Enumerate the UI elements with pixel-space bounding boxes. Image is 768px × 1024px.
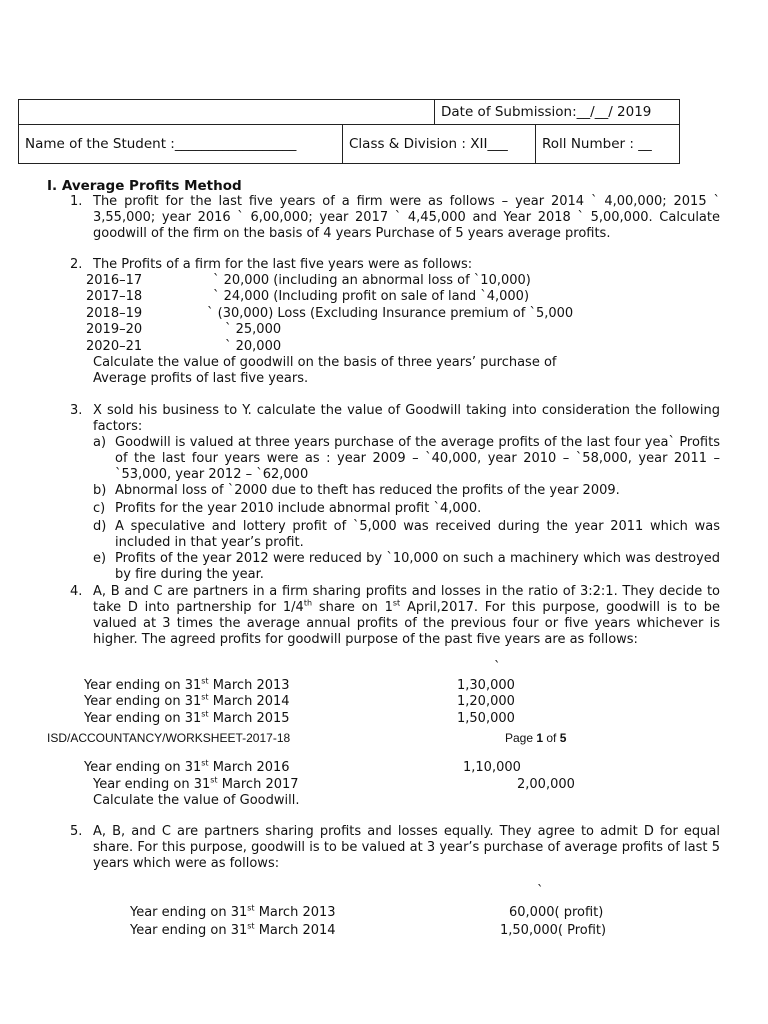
profit-year: 2019–20 — [86, 322, 143, 337]
question-number: 1. — [70, 194, 83, 209]
blank-cell — [19, 100, 435, 125]
currency-mark: ` — [494, 660, 501, 675]
question-2-intro: The Profits of a firm for the last five years were as follows: — [93, 257, 473, 272]
footer-page-number: Page 1 of 5 — [505, 731, 567, 745]
year-value: 1,50,000( Profit) — [500, 923, 607, 938]
profit-value: ` 20,000 (including an abnormal loss of `10,000) — [213, 273, 531, 288]
header-table — [18, 99, 680, 164]
question-number: 4. — [70, 584, 83, 599]
year-value: 60,000( profit) — [509, 905, 604, 920]
year-value: 1,20,000 — [457, 694, 515, 709]
item-label: d) — [93, 519, 107, 534]
year-label: Year ending on 31st March 2016 — [84, 758, 290, 775]
item-text: Profits of the year 2012 were reduced by `10,000 on such a machinery which was destroyed by fire during the year. — [115, 551, 720, 582]
question-4-closing: Calculate the value of Goodwill. — [93, 793, 300, 808]
roll-number-field[interactable]: Roll Number : __ — [536, 125, 680, 164]
year-label: Year ending on 31st March 2014 — [130, 921, 336, 938]
item-label: e) — [93, 551, 107, 566]
question-1-text: The profit for the last five years of a firm were as follows – year 2014 ` 4,00,000; 2015 ` 3,55,000; year 2016 ` 6,00,000; year 2017 ` 4,45,000 and Year 2018 ` 5,00,000. Calculate goodwill of the firm on the basis of 4 years Purchase of 5 years average profits. — [93, 194, 720, 241]
student-name-field[interactable]: Name of the Student :__________________ — [19, 125, 343, 164]
item-text: Goodwill is valued at three years purchase of the average profits of the last four yea` Profits of the last four years were as : year 2009 – `40,000, year 2010 – `58,000, year 2011 – `53,000, year 2012 – `62,000 — [115, 435, 720, 482]
question-number: 2. — [70, 257, 83, 272]
item-label: c) — [93, 501, 106, 516]
question-4-text: A, B and C are partners in a firm sharing profits and losses in the ratio of 3:2:1. They decide to take D into partnership for 1/4th share on 1st April,2017. For this purpose, goodwill is to be valued at 3 times the average annual profits of the previous four or five years whichever is higher. The agreed profits for goodwill purpose of the past five years are as follows: — [93, 584, 720, 647]
profit-year: 2018–19 — [86, 306, 143, 321]
profit-value: ` 24,000 (Including profit on sale of land `4,000) — [213, 289, 530, 304]
item-label: b) — [93, 483, 107, 498]
year-label: Year ending on 31st March 2014 — [84, 692, 290, 709]
year-value: 1,30,000 — [457, 678, 515, 693]
profit-value: ` 20,000 — [225, 339, 282, 354]
question-number: 3. — [70, 403, 83, 418]
item-text: A speculative and lottery profit of `5,000 was received during the year 2011 which was included in that year’s profit. — [115, 519, 720, 550]
question-3-intro: X sold his business to Y. calculate the value of Goodwill taking into consideration the following factors: — [93, 403, 720, 434]
year-value: 1,50,000 — [457, 711, 515, 726]
item-text: Abnormal loss of `2000 due to theft has reduced the profits of the year 2009. — [115, 483, 620, 498]
year-value: 1,10,000 — [463, 760, 521, 775]
profit-value: ` (30,000) Loss (Excluding Insurance premium of `5,000 — [207, 306, 574, 321]
question-2-outro: Average profits of last five years. — [93, 371, 309, 386]
footer-doc-id: ISD/ACCOUNTANCY/WORKSHEET-2017-18 — [47, 731, 291, 745]
item-label: a) — [93, 435, 107, 450]
profit-year: 2016–17 — [86, 273, 143, 288]
profit-year: 2017–18 — [86, 289, 143, 304]
year-label: Year ending on 31st March 2017 — [93, 775, 299, 792]
class-division-field[interactable]: Class & Division : XII___ — [343, 125, 536, 164]
date-of-submission[interactable]: Date of Submission:__/__/ 2019 — [435, 100, 680, 125]
question-number: 5. — [70, 824, 83, 839]
question-2-outro: Calculate the value of goodwill on the basis of three years’ purchase of — [93, 355, 557, 370]
year-label: Year ending on 31st March 2013 — [130, 903, 336, 920]
year-value: 2,00,000 — [517, 777, 575, 792]
item-text: Profits for the year 2010 include abnormal profit `4,000. — [115, 501, 482, 516]
year-label: Year ending on 31st March 2013 — [84, 676, 290, 693]
currency-mark: ` — [537, 884, 544, 899]
profit-year: 2020–21 — [86, 339, 143, 354]
question-5-text: A, B, and C are partners sharing profits and losses equally. They agree to admit D for equal share. For this purpose, goodwill is to be valued at 3 year’s purchase of average profits of last 5 years which were as follows: — [93, 824, 720, 871]
year-label: Year ending on 31st March 2015 — [84, 709, 290, 726]
section-title: I. Average Profits Method — [47, 178, 242, 194]
profit-value: ` 25,000 — [225, 322, 282, 337]
